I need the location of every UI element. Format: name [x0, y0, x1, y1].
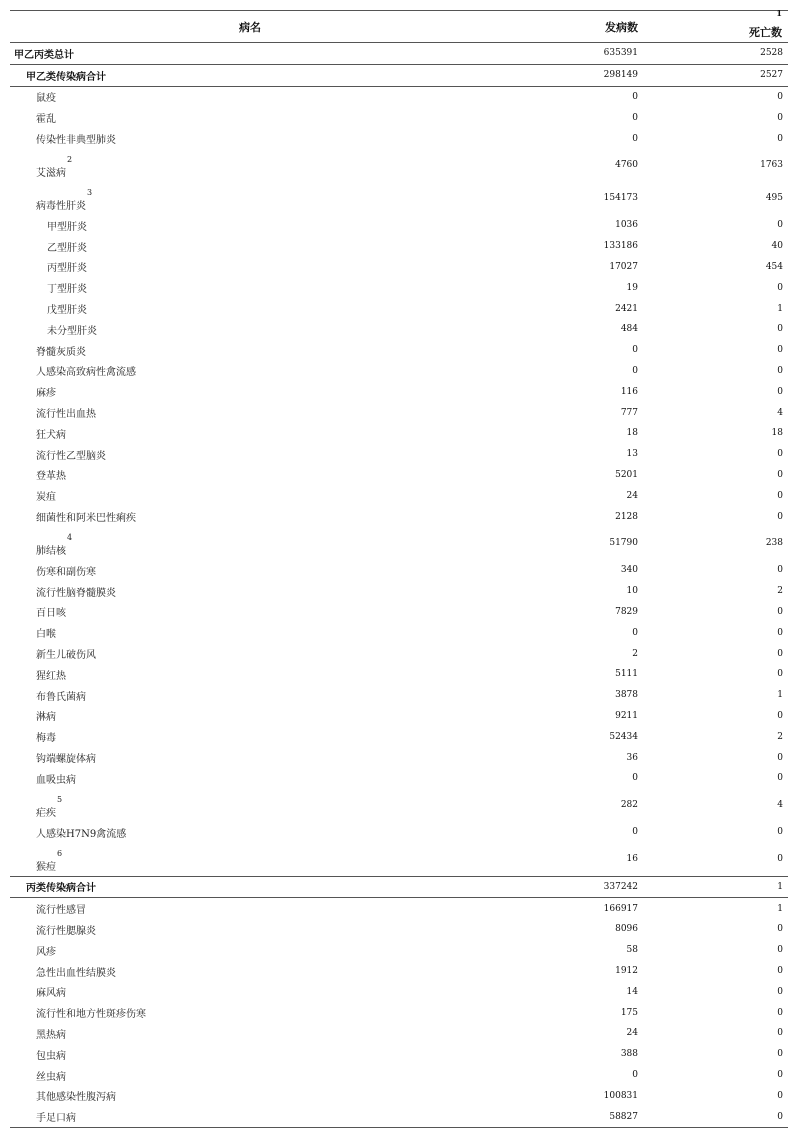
- header-deaths-footnote: 1: [776, 8, 782, 18]
- table-row: [10, 643, 788, 664]
- disease-name-cell: [10, 822, 490, 843]
- disease-name: 钩端螺旋体病: [36, 754, 96, 765]
- cases-cell: 0: [632, 827, 638, 838]
- disease-name-cell: [10, 981, 490, 1002]
- cases-cell: 0: [632, 773, 638, 784]
- disease-name-cell: [10, 257, 490, 278]
- disease-name-cell: [10, 768, 490, 789]
- disease-name: 鼠疫: [36, 93, 56, 105]
- disease-name: 肺结核: [36, 545, 66, 557]
- table-row: [10, 919, 788, 940]
- cases-cell: 24: [626, 1028, 638, 1039]
- disease-name: 手足口病: [36, 1113, 76, 1125]
- cases-cell: 166917: [603, 903, 638, 914]
- disease-name: 细菌性和阿米巴性痢疾: [36, 513, 136, 525]
- table-row: [10, 961, 788, 982]
- cases-cell: 388: [620, 1049, 638, 1060]
- cases-cell: 0: [632, 91, 638, 102]
- grand-total-row: [10, 43, 788, 65]
- cases-cell: 1036: [615, 220, 638, 231]
- disease-name-cell: [10, 381, 490, 402]
- table-row: [10, 664, 788, 685]
- disease-name: 脊髓灰质炎: [36, 346, 86, 358]
- disease-name-cell: [10, 485, 490, 506]
- table-row: [10, 340, 788, 361]
- disease-name: 疟疾: [36, 807, 56, 819]
- disease-name-cell: [10, 876, 490, 898]
- disease-name-cell: [10, 789, 490, 822]
- table-row: [10, 506, 788, 527]
- cases-cell: 133186: [603, 241, 638, 252]
- table-row: [10, 1106, 788, 1127]
- table-row: [10, 215, 788, 236]
- disease-name-cell: [10, 1085, 490, 1106]
- cases-cell: 18: [626, 428, 638, 439]
- disease-name-cell: [10, 423, 490, 444]
- disease-name: 丁型肝炎: [47, 284, 87, 296]
- cases-cell: 116: [620, 386, 638, 397]
- disease-statistics-table: [10, 10, 788, 1128]
- deaths-cell: 0: [777, 710, 783, 721]
- cases-cell: 58: [626, 945, 638, 956]
- cases-cell: 5111: [615, 669, 638, 680]
- disease-name-cell: [10, 581, 490, 602]
- cases-cell: 17027: [609, 261, 638, 272]
- disease-name-cell: [10, 961, 490, 982]
- table-row: [10, 981, 788, 1002]
- disease-name: 流行性脑脊髓膜炎: [36, 587, 116, 599]
- deaths-cell: 0: [777, 365, 783, 376]
- deaths-cell: 0: [777, 1049, 783, 1060]
- disease-name-cell: [10, 215, 490, 236]
- deaths-cell: 0: [777, 1070, 783, 1081]
- table-body: [10, 43, 788, 1128]
- deaths-cell: 2527: [640, 64, 788, 86]
- disease-name-cell: [10, 643, 490, 664]
- table-row: [10, 527, 788, 560]
- cases-cell: 0: [632, 133, 638, 144]
- disease-name: 伤寒和副伤寒: [36, 566, 96, 578]
- disease-name-cell: [10, 843, 490, 877]
- cases-cell: 777: [620, 407, 638, 418]
- table-row: [10, 444, 788, 465]
- table-row: [10, 843, 788, 877]
- disease-name: 登革热: [36, 471, 66, 483]
- disease-name: 其他感染性腹泻病: [36, 1092, 116, 1104]
- cases-cell: 0: [632, 1070, 638, 1081]
- table-row: [10, 822, 788, 843]
- cases-cell: 0: [632, 627, 638, 638]
- disease-name-cell: [10, 43, 490, 65]
- deaths-cell: 0: [777, 924, 783, 935]
- deaths-cell: 0: [777, 449, 783, 460]
- table-row: [10, 257, 788, 278]
- cases-cell: 19: [626, 282, 638, 293]
- disease-name: 百日咳: [36, 608, 66, 620]
- deaths-cell: 40: [771, 241, 783, 252]
- cases-cell: 3878: [615, 690, 638, 701]
- disease-name: 人感染H7N9禽流感: [36, 828, 127, 840]
- cases-cell: 36: [626, 752, 638, 763]
- deaths-cell: 1763: [760, 160, 783, 171]
- deaths-cell: 2528: [640, 43, 788, 65]
- table-row: [10, 1085, 788, 1106]
- disease-name: 甲乙丙类总计: [14, 49, 74, 61]
- table-row: [10, 726, 788, 747]
- footnote-marker: 4: [67, 532, 73, 542]
- disease-name: 流行性出血热: [36, 409, 96, 421]
- cases-cell: 14: [626, 986, 638, 997]
- disease-name: 麻风病: [36, 988, 66, 1000]
- disease-name-cell: [10, 340, 490, 361]
- disease-name-cell: [10, 107, 490, 128]
- cases-cell: 635391: [490, 43, 640, 65]
- cases-cell: 484: [620, 324, 638, 335]
- deaths-cell: 4: [777, 800, 783, 811]
- table-row: [10, 768, 788, 789]
- table-row: [10, 465, 788, 486]
- cases-cell: 1912: [615, 966, 638, 977]
- header-deaths: 死亡数: [749, 26, 782, 39]
- disease-name: 布鲁氏菌病: [36, 691, 86, 703]
- disease-name-cell: [10, 1065, 490, 1086]
- disease-name-cell: [10, 940, 490, 961]
- disease-name-cell: [10, 465, 490, 486]
- deaths-cell: 0: [777, 565, 783, 576]
- disease-name: 传染性非典型肺炎: [36, 135, 116, 147]
- deaths-cell: 0: [777, 945, 783, 956]
- cases-cell: 0: [632, 365, 638, 376]
- table-row: [10, 602, 788, 623]
- cases-cell: 2: [632, 648, 638, 659]
- table-row: [10, 86, 788, 107]
- disease-name-cell: [10, 361, 490, 382]
- table-row: [10, 182, 788, 215]
- disease-name-cell: [10, 444, 490, 465]
- deaths-cell: 0: [777, 827, 783, 838]
- disease-name: 新生儿破伤风: [36, 650, 96, 662]
- deaths-cell: 0: [777, 345, 783, 356]
- disease-name-cell: [10, 64, 490, 86]
- table-row: [10, 128, 788, 149]
- deaths-cell: 0: [777, 648, 783, 659]
- group-subtotal-row: [10, 64, 788, 86]
- disease-name-cell: [10, 685, 490, 706]
- disease-name: 包虫病: [36, 1050, 66, 1062]
- disease-name: 丙型肝炎: [47, 263, 87, 275]
- disease-name: 艾滋病: [36, 167, 66, 179]
- footnote-marker: 5: [57, 794, 63, 804]
- header-cases: 发病数: [490, 11, 640, 43]
- cases-cell: 58827: [490, 1106, 640, 1127]
- cases-cell: 282: [620, 800, 638, 811]
- table-row: [10, 747, 788, 768]
- cases-cell: 13: [626, 449, 638, 460]
- deaths-cell: 0: [777, 669, 783, 680]
- disease-name: 人感染高致病性禽流感: [36, 367, 136, 379]
- deaths-cell: 0: [777, 627, 783, 638]
- deaths-cell: 0: [777, 606, 783, 617]
- cases-cell: 340: [620, 565, 638, 576]
- disease-name: 白喉: [36, 629, 56, 641]
- disease-name: 未分型肝炎: [47, 325, 97, 337]
- disease-name-cell: [10, 706, 490, 727]
- deaths-cell: 0: [777, 324, 783, 335]
- disease-name-cell: [10, 527, 490, 560]
- table-row: [10, 381, 788, 402]
- footnote-marker: 2: [67, 154, 73, 164]
- table-row: [10, 1065, 788, 1086]
- cases-cell: 8096: [615, 924, 638, 935]
- disease-name-cell: [10, 560, 490, 581]
- table-row: [10, 622, 788, 643]
- disease-name: 流行性腮腺炎: [36, 925, 96, 937]
- deaths-cell: 0: [640, 1106, 788, 1127]
- deaths-cell: 0: [777, 91, 783, 102]
- cases-cell: 2421: [615, 303, 638, 314]
- deaths-cell: 2: [777, 731, 783, 742]
- cases-cell: 337242: [490, 876, 640, 898]
- disease-name-cell: [10, 898, 490, 919]
- table-row: [10, 1044, 788, 1065]
- table-row: [10, 298, 788, 319]
- table-row: [10, 940, 788, 961]
- table-row: [10, 236, 788, 257]
- disease-name: 黑热病: [36, 1029, 66, 1041]
- deaths-cell: 0: [777, 220, 783, 231]
- deaths-cell: 0: [777, 854, 783, 864]
- table-row: [10, 1023, 788, 1044]
- table-row: [10, 107, 788, 128]
- deaths-cell: 0: [777, 386, 783, 397]
- cases-cell: 5201: [615, 469, 638, 480]
- cases-cell: 2128: [615, 511, 638, 522]
- disease-name-cell: [10, 1106, 490, 1127]
- disease-name-cell: [10, 602, 490, 623]
- cases-cell: 175: [620, 1007, 638, 1018]
- cases-cell: 10: [626, 586, 638, 597]
- table-row: [10, 277, 788, 298]
- cases-cell: 0: [632, 112, 638, 123]
- disease-name-cell: [10, 919, 490, 940]
- disease-name-cell: [10, 664, 490, 685]
- disease-name-cell: [10, 402, 490, 423]
- disease-name: 淋病: [36, 712, 56, 724]
- cases-cell: 0: [632, 345, 638, 356]
- disease-name: 梅毒: [36, 733, 56, 745]
- deaths-cell: 1: [777, 903, 783, 914]
- cases-cell: 16: [626, 854, 638, 864]
- deaths-cell: 0: [777, 986, 783, 997]
- deaths-cell: 238: [765, 538, 783, 549]
- table-row: [10, 898, 788, 919]
- deaths-cell: 0: [777, 133, 783, 144]
- disease-name: 乙型肝炎: [47, 242, 87, 254]
- deaths-cell: 0: [777, 1007, 783, 1018]
- deaths-cell: 4: [777, 407, 783, 418]
- table-row: [10, 423, 788, 444]
- disease-name: 猴痘: [36, 861, 56, 873]
- table-row: [10, 319, 788, 340]
- disease-name-cell: [10, 1044, 490, 1065]
- disease-name: 血吸虫病: [36, 774, 76, 786]
- disease-name: 麻疹: [36, 388, 56, 400]
- disease-name: 病毒性肝炎: [36, 200, 86, 212]
- table-row: [10, 402, 788, 423]
- deaths-cell: 1: [777, 690, 783, 701]
- deaths-cell: 0: [777, 773, 783, 784]
- disease-name-cell: [10, 1002, 490, 1023]
- cases-cell: 9211: [615, 710, 638, 721]
- disease-name-cell: [10, 128, 490, 149]
- disease-name-cell: [10, 86, 490, 107]
- disease-name: 甲型肝炎: [47, 221, 87, 233]
- cases-cell: 24: [626, 490, 638, 501]
- group-subtotal-row: [10, 876, 788, 898]
- disease-name-cell: [10, 149, 490, 182]
- deaths-cell: 0: [777, 1090, 783, 1101]
- deaths-cell: 0: [777, 511, 783, 522]
- deaths-cell: 495: [765, 193, 783, 204]
- cases-cell: 4760: [615, 160, 638, 171]
- footnote-marker: 3: [87, 187, 93, 197]
- disease-name: 丙类传染病合计: [26, 883, 96, 895]
- table-row: [10, 485, 788, 506]
- deaths-cell: 0: [777, 490, 783, 501]
- table-row: [10, 361, 788, 382]
- deaths-cell: 1: [640, 876, 788, 898]
- table-row: [10, 581, 788, 602]
- disease-statistics-table-container: [10, 10, 788, 1128]
- disease-name-cell: [10, 747, 490, 768]
- disease-name: 甲乙类传染病合计: [26, 71, 106, 83]
- disease-name: 炭疽: [36, 492, 56, 504]
- deaths-cell: 18: [771, 428, 783, 439]
- disease-name-cell: [10, 182, 490, 215]
- table-row: [10, 706, 788, 727]
- deaths-cell: 0: [777, 966, 783, 977]
- header-row: [10, 11, 788, 43]
- disease-name-cell: [10, 622, 490, 643]
- disease-name: 急性出血性结膜炎: [36, 967, 116, 979]
- cases-cell: 52434: [609, 731, 638, 742]
- table-row: [10, 789, 788, 822]
- deaths-cell: 0: [777, 469, 783, 480]
- disease-name: 狂犬病: [36, 429, 66, 441]
- deaths-cell: 0: [777, 282, 783, 293]
- disease-name: 流行性乙型脑炎: [36, 450, 106, 462]
- disease-name: 戊型肝炎: [47, 305, 87, 317]
- disease-name-cell: [10, 726, 490, 747]
- cases-cell: 154173: [603, 193, 638, 204]
- deaths-cell: 1: [777, 303, 783, 314]
- disease-name: 丝虫病: [36, 1071, 66, 1083]
- footnote-marker: 6: [57, 848, 63, 858]
- disease-name: 霍乱: [36, 114, 56, 126]
- cases-cell: 51790: [609, 538, 638, 549]
- table-row: [10, 149, 788, 182]
- cases-cell: 7829: [615, 606, 638, 617]
- deaths-cell: 0: [777, 752, 783, 763]
- table-row: [10, 1002, 788, 1023]
- disease-name-cell: [10, 277, 490, 298]
- disease-name: 流行性感冒: [36, 905, 86, 917]
- table-row: [10, 560, 788, 581]
- deaths-cell: 2: [777, 586, 783, 597]
- disease-name-cell: [10, 319, 490, 340]
- table-row: [10, 685, 788, 706]
- header-deaths-cell: [640, 8, 788, 43]
- deaths-cell: 454: [765, 261, 783, 272]
- header-disease-name: 病名: [10, 11, 490, 43]
- cases-cell: 298149: [490, 64, 640, 86]
- disease-name-cell: [10, 506, 490, 527]
- disease-name: 风疹: [36, 946, 56, 958]
- disease-name-cell: [10, 1023, 490, 1044]
- deaths-cell: 0: [777, 1028, 783, 1039]
- disease-name-cell: [10, 236, 490, 257]
- disease-name: 流行性和地方性斑疹伤寒: [36, 1009, 146, 1021]
- cases-cell: 100831: [603, 1090, 638, 1101]
- table-header: [10, 8, 788, 43]
- disease-name-cell: [10, 298, 490, 319]
- disease-name: 猩红热: [36, 670, 66, 682]
- deaths-cell: 0: [777, 112, 783, 123]
